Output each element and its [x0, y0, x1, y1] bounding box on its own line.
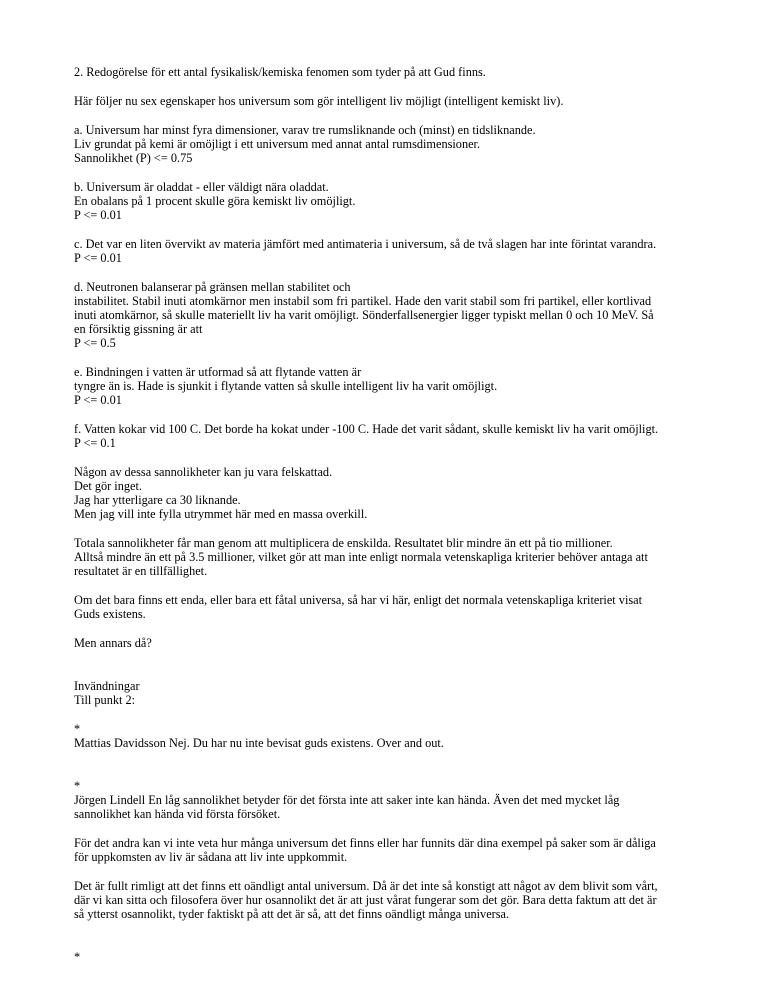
paragraph-spacer [74, 407, 714, 422]
paragraph [74, 422, 714, 450]
text-line: Jag har ytterligare ca 30 liknande. [74, 493, 241, 507]
paragraph [74, 536, 714, 578]
paragraph-spacer [74, 578, 714, 593]
paragraph-spacer [74, 265, 714, 280]
paragraph-spacer [74, 707, 714, 722]
text-line: a. Universum har minst fyra dimensioner, varav tre rumsliknande och (minst) en tidsliknande. [74, 123, 536, 137]
text-line: Totala sannolikheter får man genom att multiplicera de enskilda. Resultatet blir mindre än ett på tio millioner. [74, 536, 613, 550]
text-line: Liv grundat på kemi är omöjligt i ett universum med annat antal rumsdimensioner. [74, 137, 481, 151]
text-line: För det andra kan vi inte veta hur många universum det finns eller har funnits där dina exempel på saker som är dåliga [74, 836, 656, 850]
paragraph-spacer [74, 165, 714, 180]
text-line: Om det bara finns ett enda, eller bara ett fåtal universa, så har vi här, enligt det normala vetenskapliga kriteriet visat [74, 593, 643, 607]
paragraph-spacer [74, 750, 714, 779]
paragraph-spacer [74, 821, 714, 836]
paragraph-spacer [74, 521, 714, 536]
text-line: Det är fullt rimligt att det finns ett oändligt antal universum. Då är det inte så konstigt att något av dem blivit som vårt, [74, 879, 658, 893]
text-line: inuti atomkärnor, så skulle materiellt liv ha varit omöjligt. Sönderfallsenergier ligger typiskt mellan 0 och 10 MeV. Så [74, 308, 654, 322]
text-line: c. Det var en liten övervikt av materia jämfört med antimateria i universum, så de två slagen har inte förintat varandra. [74, 237, 657, 251]
text-line: sannolikhet kan hända vid första försöket. [74, 807, 281, 821]
paragraph [74, 94, 714, 108]
text-line: P <= 0.5 [74, 336, 116, 350]
text-line: Men annars då? [74, 636, 152, 650]
paragraph-spacer [74, 621, 714, 636]
text-line: Det gör inget. [74, 479, 142, 493]
text-line: d. Neutronen balanserar på gränsen mellan stabilitet och [74, 280, 351, 294]
text-line: Jörgen Lindell En låg sannolikhet betyder för det första inte att saker inte kan hända. Även det med mycket låg [74, 793, 620, 807]
text-line: P <= 0.01 [74, 208, 122, 222]
paragraph-spacer [74, 79, 714, 94]
paragraph-spacer [74, 921, 714, 950]
paragraph [74, 593, 714, 621]
paragraph [74, 365, 714, 407]
text-line: för uppkomsten av liv är sådana att liv inte uppkommit. [74, 850, 348, 864]
text-line: P <= 0.01 [74, 251, 122, 265]
paragraph-spacer [74, 864, 714, 879]
text-line: Men jag vill inte fylla utrymmet här med en massa overkill. [74, 507, 368, 521]
text-line: Alltså mindre än ett på 3.5 millioner, vilket gör att man inte enligt normala vetenskapliga kriterier behöver antaga att [74, 550, 648, 564]
text-line: Till punkt 2: [74, 693, 136, 707]
text-line: en försiktig gissning är att [74, 322, 203, 336]
text-line: b. Universum är oladdat - eller väldigt nära oladdat. [74, 180, 329, 194]
text-line: e. Bindningen i vatten är utformad så att flytande vatten är [74, 365, 362, 379]
paragraph [74, 779, 714, 821]
text-line: * [74, 722, 81, 736]
paragraph [74, 836, 714, 864]
paragraph-spacer [74, 450, 714, 465]
document-body [74, 65, 714, 964]
text-line: där vi kan sitta och filosofera över hur osannolikt det är att just vårat fungerar som det gör. Bara detta faktum att det är [74, 893, 657, 907]
paragraph [74, 180, 714, 222]
paragraph-spacer [74, 650, 714, 679]
text-line: Mattias Davidsson Nej. Du har nu inte bevisat guds existens. Over and out. [74, 736, 444, 750]
text-line: P <= 0.1 [74, 436, 116, 450]
text-line: Guds existens. [74, 607, 146, 621]
paragraph [74, 65, 714, 79]
text-line: 2. Redogörelse för ett antal fysikalisk/kemiska fenomen som tyder på att Gud finns. [74, 65, 486, 79]
paragraph [74, 123, 714, 165]
paragraph [74, 722, 714, 750]
text-line: Sannolikhet (P) <= 0.75 [74, 151, 193, 165]
paragraph-spacer [74, 222, 714, 237]
paragraph [74, 679, 714, 707]
text-line: * [74, 779, 81, 793]
text-line: P <= 0.01 [74, 393, 122, 407]
text-line: så ytterst osannolikt, tyder faktiskt på att det är så, att det finns oändligt många universa. [74, 907, 510, 921]
text-line: En obalans på 1 procent skulle göra kemiskt liv omöjligt. [74, 194, 356, 208]
paragraph [74, 465, 714, 521]
paragraph-spacer [74, 108, 714, 123]
text-line: Invändningar [74, 679, 140, 693]
text-line: f. Vatten kokar vid 100 C. Det borde ha kokat under -100 C. Hade det varit sådant, skulle kemiskt liv ha varit omöjligt. [74, 422, 659, 436]
paragraph [74, 280, 714, 350]
text-line: tyngre än is. Hade is sjunkit i flytande vatten så skulle intelligent liv ha varit omöjligt. [74, 379, 498, 393]
text-line: resultatet är en tillfällighet. [74, 564, 208, 578]
paragraph-spacer [74, 350, 714, 365]
text-line: * [74, 950, 81, 964]
text-line: instabilitet. Stabil inuti atomkärnor men instabil som fri partikel. Hade den varit stabil som fri partikel, eller kortlivad [74, 294, 652, 308]
text-line: Någon av dessa sannolikheter kan ju vara felskattad. [74, 465, 333, 479]
paragraph [74, 879, 714, 921]
paragraph [74, 237, 714, 265]
paragraph [74, 636, 714, 650]
text-line: Här följer nu sex egenskaper hos universum som gör intelligent liv möjligt (intelligent kemiskt liv). [74, 94, 564, 108]
paragraph [74, 950, 714, 964]
